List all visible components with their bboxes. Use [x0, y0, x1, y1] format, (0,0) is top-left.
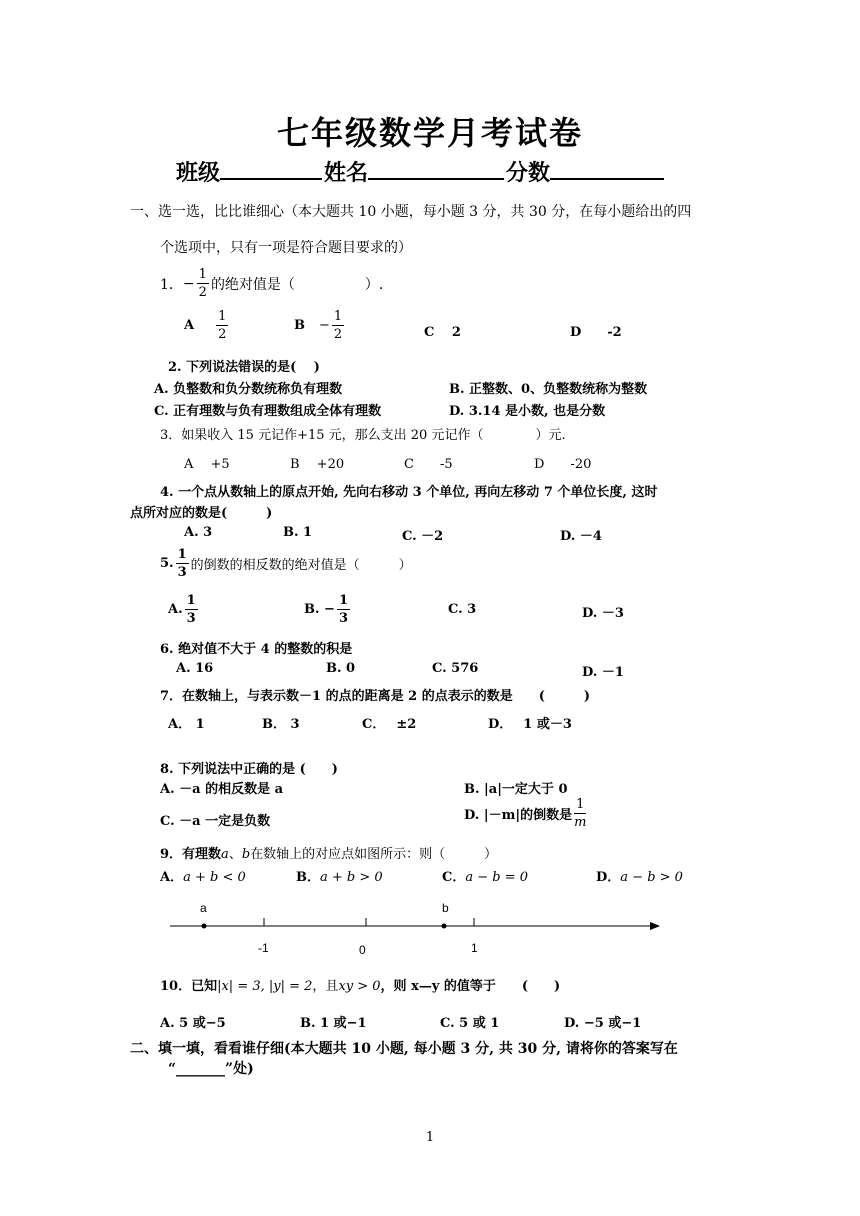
q3-option-d: D -20 [534, 457, 592, 472]
q6-option-c: C. 576 [432, 661, 479, 676]
q4-option-b: B. 1 [283, 525, 313, 540]
q4-option-a: A. 3 [184, 525, 213, 540]
point-a [202, 924, 207, 929]
question-5: 5. $\frac{1}{3}$ 的倒数的相反数的绝对值是（ ） [160, 547, 412, 580]
q1-fraction: $\frac{1}{2}$ [198, 267, 207, 300]
question-4-line1: 4. 一个点从数轴上的原点开始, 先向右移动 3 个单位, 再向左移动 7 个单位长度, 这时 [160, 485, 658, 500]
q8-option-b: B. |a|一定大于 0 [464, 782, 568, 797]
q5-option-c: C. 3 [448, 602, 477, 617]
class-blank [220, 156, 322, 180]
question-6: 6. 绝对值不大于 4 的整数的积是 [160, 642, 353, 657]
section1-header-line1: 一、选一选，比比谁细心（本大题共 10 小题，每小题 3 分，共 30 分，在每小题给出的四 [130, 204, 692, 220]
q1-option-d: D -2 [570, 325, 622, 340]
q10-option-a: A. 5 或−5 [160, 1016, 226, 1031]
q8-option-a: A. －a 的相反数是 a [160, 782, 284, 797]
question-4-line2: 点所对应的数是( ) [130, 506, 273, 521]
section1-header-line2: 个选项中，只有一项是符合题目要求的） [160, 240, 412, 256]
question-2: 2. 下列说法错误的是( ) [168, 360, 320, 375]
q9-option-a: A．a + b < 0 [160, 870, 246, 885]
point-b [442, 924, 447, 929]
q3-option-a: A +5 [184, 457, 230, 472]
q4-option-d: D. －4 [560, 529, 602, 544]
question-10: 10．已知|x| = 3, |y| = 2，且xy > 0，则 x—y 的值等于 ( ) [160, 979, 561, 994]
q2-option-d: D. 3.14 是小数, 也是分数 [449, 404, 606, 419]
q8-option-d: D. |－m|的倒数是 $\frac{1}{m}$ [464, 797, 587, 830]
question-8: 8. 下列说法中正确的是 ( ) [160, 762, 338, 777]
q1-stem: 的绝对值是（ ）. [210, 276, 384, 293]
q8-option-c: C. －a 一定是负数 [160, 814, 271, 829]
label-b: b [442, 901, 449, 915]
q9-option-b: B．a + b > 0 [296, 870, 383, 885]
name-label: 姓名 [324, 160, 369, 186]
student-info-fields [176, 156, 666, 187]
section2-header-line2: “_______”处) [168, 1061, 254, 1077]
section2-header-line1: 二、填一填，看看谁仔细(本大题共 10 小题, 每小题 3 分, 共 30 分, 请将你的答案写在 [130, 1041, 678, 1057]
q10-option-b: B. 1 或−1 [300, 1016, 367, 1031]
tick-label-0: 0 [359, 943, 366, 957]
class-label: 班级 [176, 160, 221, 186]
q2-option-c: C. 正有理数与负有理数组成全体有理数 [154, 404, 382, 419]
arrow-right-icon [650, 922, 660, 930]
score-label: 分数 [506, 160, 551, 186]
q10-option-c: C. 5 或 1 [440, 1016, 500, 1031]
q6-option-b: B. 0 [326, 661, 356, 676]
q6-option-a: A. 16 [176, 661, 214, 676]
tick-label-neg1: -1 [258, 941, 269, 955]
q5-option-b: B. − $\frac{1}{3}$ [304, 593, 348, 626]
q4-option-c: C. －2 [402, 529, 444, 544]
score-blank [550, 156, 664, 180]
question-3: 3．如果收入 15 元记作+15 元，那么支出 20 元记作（ ）元. [160, 428, 566, 443]
label-a: a [200, 901, 207, 915]
q1-number: 1． [160, 276, 183, 293]
q7-option-b: B． 3 [262, 717, 300, 732]
q7-option-a: A． 1 [168, 717, 205, 732]
q10-option-d: D. −5 或−1 [564, 1016, 642, 1031]
question-1 [160, 268, 383, 299]
q2-option-b: B. 正整数、0、负整数统称为整数 [449, 382, 648, 397]
q1-option-a: A $\frac{1}{2}$ [184, 309, 227, 342]
q6-option-d: D. －1 [582, 665, 624, 680]
q5-option-d: D. －3 [582, 606, 624, 621]
page-number: 1 [425, 1130, 435, 1145]
q3-option-c: C -5 [404, 457, 453, 472]
question-9: 9．有理数a、b在数轴上的对应点如图所示：则（ ） [160, 847, 498, 862]
q1-option-b: B − $\frac{1}{2}$ [294, 309, 343, 342]
name-blank [368, 156, 504, 180]
q9-option-c: C．a − b = 0 [442, 870, 529, 885]
page-title: 七年级数学月考试卷 [276, 114, 583, 152]
q2-option-a: A. 负整数和负分数统称负有理数 [154, 382, 343, 397]
q9-option-d: D．a − b > 0 [596, 870, 683, 885]
q1-sign: − [182, 275, 195, 292]
question-7: 7．在数轴上，与表示数－1 的点的距离是 2 的点表示的数是 ( ) [160, 689, 591, 704]
number-line-diagram [160, 896, 670, 966]
q7-option-d: D． 1 或－3 [488, 717, 572, 732]
q3-option-b: B +20 [290, 457, 345, 472]
q1-option-c: C 2 [424, 325, 461, 340]
q7-option-c: C． ±2 [362, 717, 417, 732]
tick-label-1: 1 [471, 941, 478, 955]
q5-option-a: A. $\frac{1}{3}$ [168, 593, 196, 626]
